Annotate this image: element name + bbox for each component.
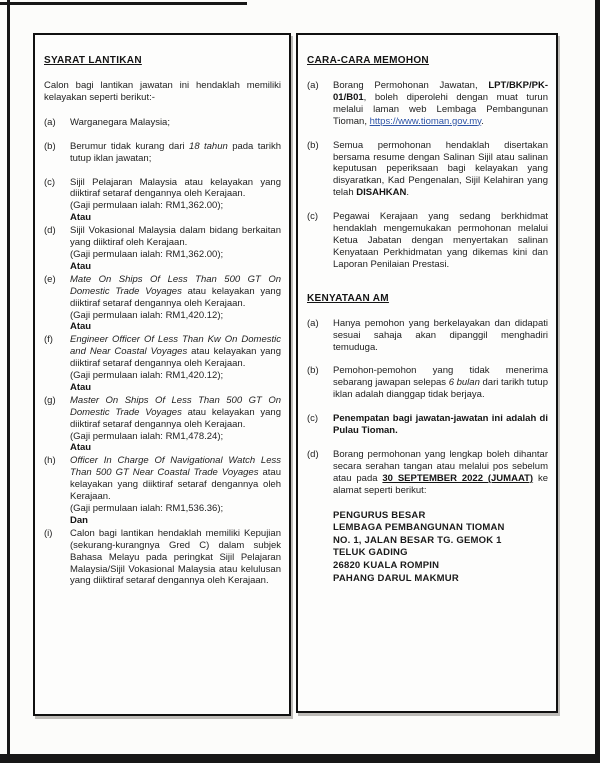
list-item [307,140,548,200]
syarat-lantikan-content [35,35,289,607]
text-segment: Engineer Officer Of Less Than Kw On Domestic and Near Coastal Voyages [70,334,281,358]
list-item [44,334,281,394]
text-segment: Borang permohonan yang lengkap boleh dihantar secara serahan tangan atau melalui pos sebelum atau pada [333,448,548,484]
tioman-website-link[interactable]: https://www.tioman.gov.my [369,115,482,127]
text-segment: 6 bulan [448,377,480,389]
list-item [44,141,281,165]
item-label: (d) [307,448,319,460]
text-segment: , boleh diperolehi dengan muat turun melalui laman web Lembaga Pembangunan Tioman, [333,91,548,127]
list-item [307,318,548,354]
item-label: (b) [44,140,56,152]
item-text [70,395,281,455]
salary-note: (Gaji permulaan ialah: RM1,420.12); [70,370,224,382]
item-text [333,413,548,437]
list-item [307,211,548,271]
text-segment: Berumur tidak kurang dari [70,140,190,152]
cara-memohon-box [296,33,558,713]
photo-edge-right [595,0,600,763]
text-segment: . [481,115,484,127]
intro-paragraph: Calon bagi lantikan jawatan ini hendaklah memiliki kelayakan seperti berikut:- [44,80,281,103]
postal-address-block [333,510,548,586]
text-segment: . [406,187,410,199]
address-line: PENGURUS BESAR [333,509,426,521]
item-text [333,318,548,354]
item-label: (a) [307,317,319,329]
text-segment: atau kelayakan yang diiktiraf setaraf dengannya oleh Kerajaan. [70,406,281,430]
cara-memohon-heading: CARA-CARA MEMOHON [307,55,429,66]
item-label: (f) [44,334,53,346]
item-label: (c) [44,176,56,188]
address-line: TELUK GADING [333,547,408,559]
text-segment: Hanya pemohon yang berkelayakan dan didapati sesuai sahaja akan dipanggil menghadiri temuduga. [333,317,548,353]
list-item [44,395,281,455]
address-line: LEMBAGA PEMBANGUNAN TIOMAN [333,522,505,534]
text-segment: Mate On Ships Of Less Than 500 GT On Domestic Trade Voyages [70,273,281,297]
syarat-lantikan-box [33,33,291,716]
syarat-lantikan-heading: SYARAT LANTIKAN [44,55,142,66]
list-item [44,177,281,225]
text-segment: pada tarikh tutup iklan jawatan; [70,140,281,164]
photo-edge-left [7,0,10,754]
text-segment: DISAHKAN [356,187,407,199]
text-segment: Warganegara Malaysia; [70,116,170,128]
item-label: (a) [307,80,319,91]
connector-word: Atau [70,212,92,224]
item-text [70,225,281,273]
cara-memohon-content [298,35,556,593]
list-item [44,528,281,588]
connector-word: Dan [70,514,88,526]
text-segment: Master On Ships Of Less Than 500 GT On Domestic Trade Voyages [70,394,281,418]
text-segment: Calon bagi lantikan hendaklah memiliki Kepujian (sekurang-kurangnya Gred C) dalam subjek Bahasa Melayu pada peringkat Sijil Pelajaran Malaysia/Sijil Vokasional Malaysia atau kelulusan yang diiktiraf setaraf dengannya oleh Kerajaan. [70,527,281,587]
list-item [307,365,548,401]
list-item [44,225,281,273]
item-label: (a) [44,116,56,128]
salary-note: (Gaji permulaan ialah: RM1,478.24); [70,430,224,442]
list-item [44,455,281,526]
item-text [70,117,281,129]
list-item [307,80,548,128]
item-label: (e) [44,273,56,285]
address-line: PAHANG DARUL MAKMUR [333,572,459,584]
requirements-list [44,117,281,588]
list-item [307,413,548,437]
text-segment: Borang Permohonan Jawatan, [333,80,489,91]
text-segment: Penempatan bagi jawatan-jawatan ini adalah di Pulau Tioman. [333,413,548,437]
text-segment: LPT/BKP/PK-01/B01 [333,80,548,103]
salary-note: (Gaji permulaan ialah: RM1,362.00); [70,248,224,260]
item-label: (c) [307,211,319,223]
item-label: (h) [44,455,56,467]
item-text [333,80,548,128]
text-segment: Pegawai Kerajaan yang sedang berkhidmat hendaklah mengemukakan permohonan melalui Ketua Jabatan dengan menyertakan salinan Kenyataan Perkhidmatan yang dikemas kini dan Laporan Penilaian Prestasi. [333,211,548,270]
item-text [70,455,281,526]
item-label: (d) [44,225,56,237]
item-text [333,449,548,497]
item-label: (c) [307,413,319,425]
text-segment: Officer In Charge Of Navigational Watch Less Than 500 GT Near Coastal Trade Voyages [70,455,281,479]
list-item [44,117,281,129]
application-steps-list [307,80,548,271]
text-segment: dari tarikh tutup iklan adalah dianggap tidak berjaya. [333,377,548,401]
connector-word: Atau [70,260,92,272]
item-label: (b) [307,139,319,151]
text-segment: 18 tahun [189,140,228,152]
item-text [70,334,281,394]
photo-edge-bottom [0,754,600,763]
connector-word: Atau [70,442,92,454]
text-segment: atau kelayakan yang diiktiraf setaraf dengannya oleh Kerajaan. [70,285,281,309]
text-segment: 30 SEPTEMBER 2022 (JUMAAT) [382,472,534,484]
item-text [70,177,281,225]
text-segment: Sijil Pelajaran Malaysia atau kelayakan yang diiktiraf setaraf dengannya oleh Kerajaan. [70,176,281,200]
kenyataan-am-heading: KENYATAAN AM [307,292,389,304]
text-segment: Semua permohonan hendaklah disertakan bersama resume dengan Salinan Sijil atau salinan keputusan peperiksaan bagi kelayakan yang disyaratkan, Kad Pengenalan, Sijil Kelahiran yang telah [333,139,548,199]
address-line: 26820 KUALA ROMPIN [333,559,440,571]
salary-note: (Gaji permulaan ialah: RM1,536.36); [70,503,224,514]
item-text [333,140,548,200]
item-text [70,528,281,588]
item-text [70,141,281,165]
item-label: (b) [307,365,319,377]
connector-word: Atau [70,381,92,393]
salary-note: (Gaji permulaan ialah: RM1,362.00); [70,200,224,212]
list-item [44,274,281,334]
address-line: NO. 1, JALAN BESAR TG. GEMOK 1 [333,534,502,546]
photo-edge-top [0,2,247,5]
text-segment: ke alamat seperti berikut: [333,472,548,496]
text-segment: Sijil Vokasional Malaysia dalam bidang berkaitan yang diiktiraf oleh Kerajaan. [70,225,281,249]
text-segment: atau kelayakan yang diiktiraf setaraf dengannya oleh Kerajaan. [70,346,281,370]
item-text [333,365,548,401]
text-segment: Pemohon-pemohon yang tidak menerima sebarang jawapan selepas [333,365,548,389]
item-text [70,274,281,334]
item-label: (g) [44,394,56,406]
item-text [333,211,548,271]
connector-word: Atau [70,321,92,333]
list-item [307,449,548,497]
item-label: (i) [44,527,53,539]
general-statements-list [307,318,548,497]
salary-note: (Gaji permulaan ialah: RM1,420.12); [70,309,224,321]
text-segment: atau kelayakan yang diiktiraf setaraf dengannya oleh Kerajaan. [70,467,281,503]
